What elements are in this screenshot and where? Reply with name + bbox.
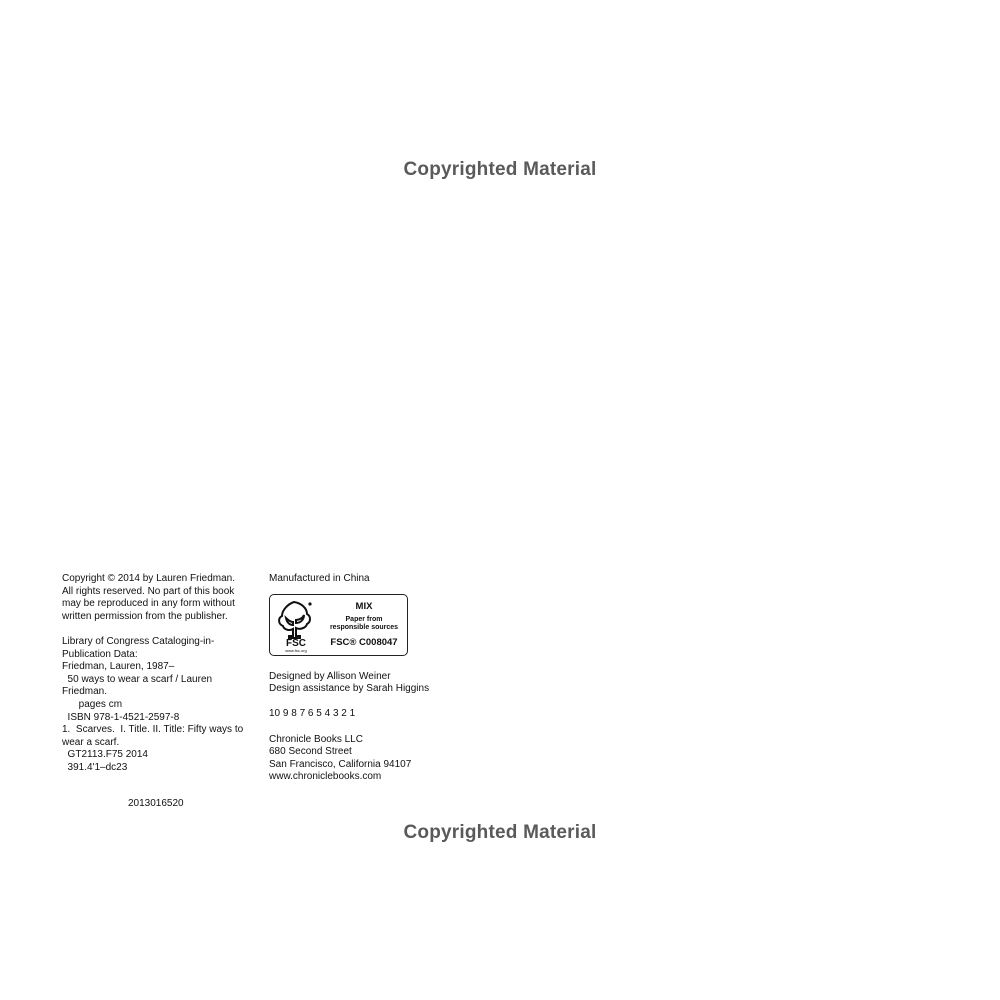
fsc-subtitle-line: responsible sources: [329, 623, 399, 631]
spacer: [269, 696, 469, 709]
copyrighted-material-watermark-bottom: Copyrighted Material: [403, 822, 597, 843]
spacer: [62, 623, 257, 636]
cip-line: ISBN 978-1-4521-2597-8: [62, 711, 180, 723]
cip-line: pages cm: [62, 698, 123, 710]
spacer: [269, 656, 469, 671]
publisher-line: 680 Second Street: [269, 746, 352, 758]
copyright-line: Copyright © 2014 by Lauren Friedman.: [62, 573, 236, 584]
fsc-code: FSC® C008047: [330, 636, 398, 648]
printing-line: 10 9 8 7 6 5 4 3 2 1: [269, 708, 356, 720]
publisher-line: San Francisco, California 94107: [269, 758, 412, 770]
cip-line: 391.4'1–dc23: [62, 761, 128, 773]
cip-line: 50 ways to wear a scarf / Lauren: [62, 673, 213, 685]
publisher-website: www.chroniclebooks.com: [269, 771, 382, 783]
fsc-logo-text: FSC: [286, 637, 306, 649]
fsc-subtitle-line: Paper from: [345, 615, 383, 623]
copyright-line: All rights reserved. No part of this book: [62, 585, 235, 597]
fsc-logo-url: www.fsc.org: [285, 647, 307, 653]
manufactured-in: Manufactured in China: [269, 573, 370, 584]
copyright-line: may be reproduced in any form without: [62, 598, 235, 610]
copyright-line: written permission from the publisher.: [62, 610, 228, 622]
design-credit: Design assistance by Sarah Higgins: [269, 683, 430, 695]
cip-line: Friedman.: [62, 686, 108, 698]
cip-line: GT2113.F75 2014: [62, 749, 148, 761]
fsc-mix: MIX: [355, 600, 373, 612]
cip-line: Friedman, Lauren, 1987–: [62, 661, 175, 673]
cip-line: Publication Data:: [62, 648, 138, 660]
lccn-number: 2013016520: [128, 798, 184, 809]
copyright-column: [62, 573, 257, 775]
publisher-column: [269, 573, 469, 784]
fsc-subtitle: [322, 616, 406, 632]
copyrighted-material-watermark-top: Copyrighted Material: [403, 159, 597, 180]
design-credit: Designed by Allison Weiner: [269, 670, 391, 682]
cip-line: Library of Congress Cataloging-in-: [62, 635, 215, 647]
spacer: [269, 721, 469, 734]
fsc-mix-label: [269, 594, 408, 656]
publisher-line: Chronicle Books LLC: [269, 733, 363, 745]
fsc-text-block: [322, 601, 406, 648]
cip-line: 1. Scarves. I. Title. II. Title: Fifty ways to: [62, 724, 244, 736]
cip-line: wear a scarf.: [62, 736, 120, 748]
fsc-tree-logo-icon: [274, 598, 318, 653]
